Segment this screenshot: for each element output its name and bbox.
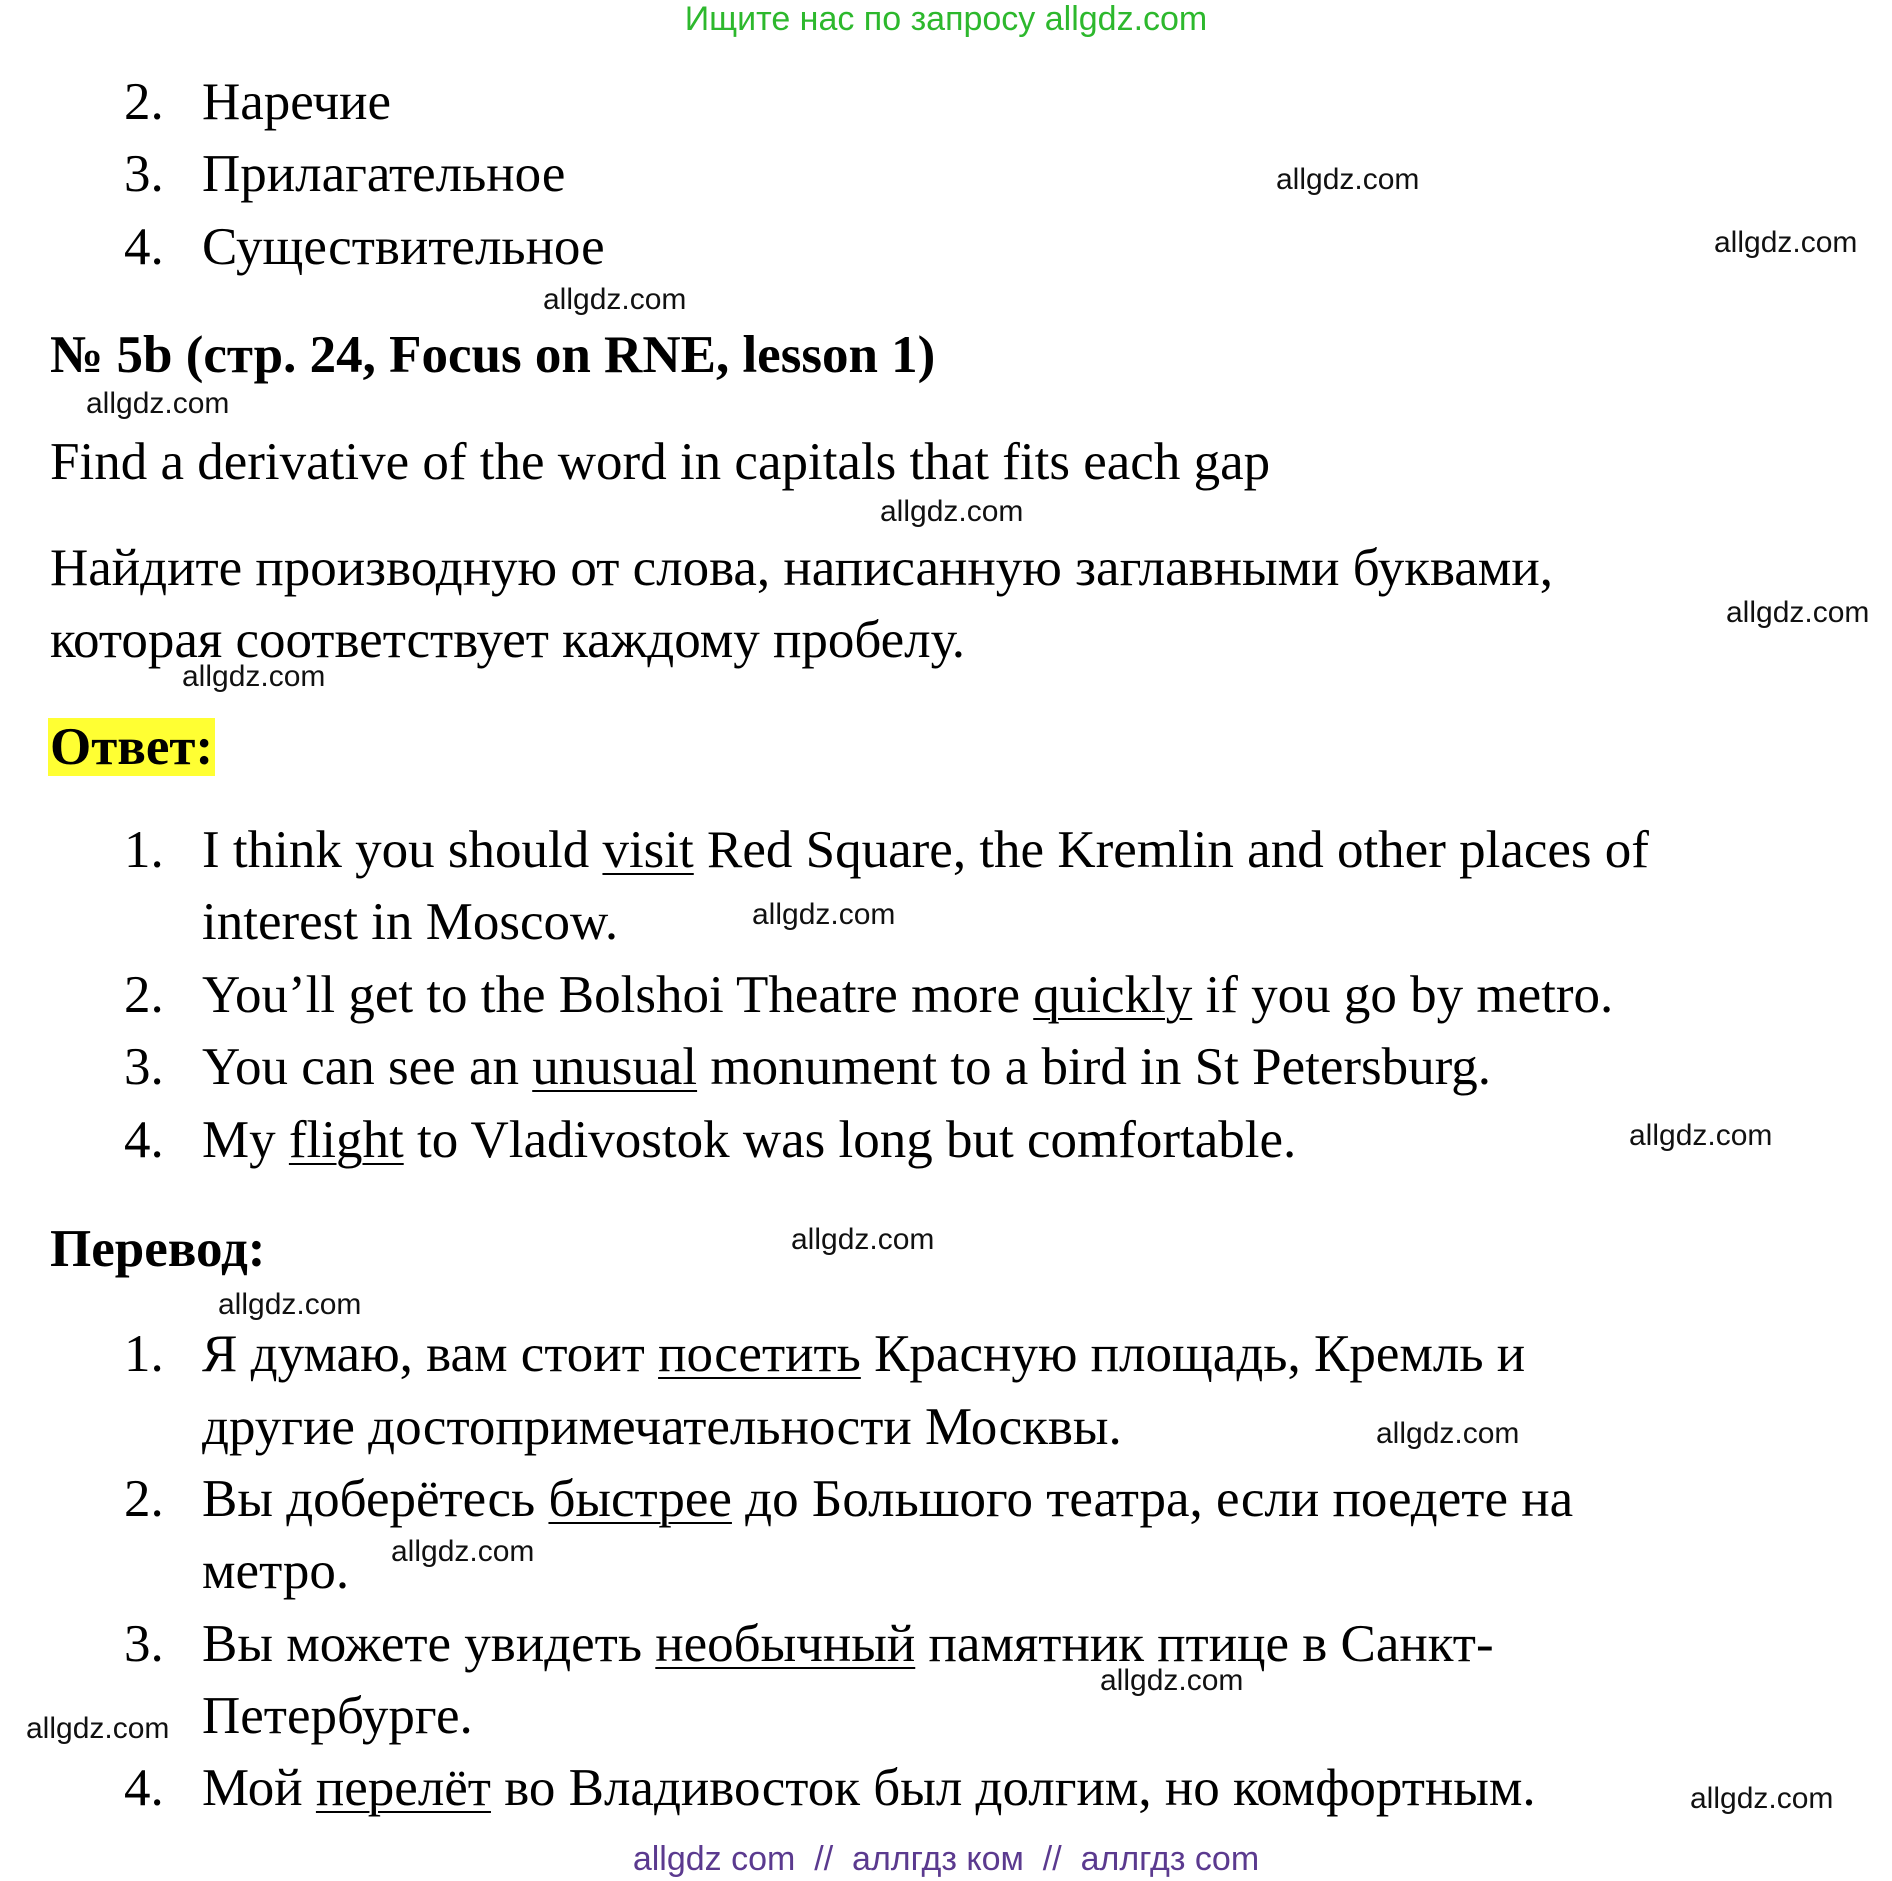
list-item: 3. Прилагательное: [124, 145, 566, 203]
translation-word: необычный: [655, 1615, 916, 1673]
translation-item: 4. Мой перелёт во Владивосток был долгим, но комфортным.: [124, 1759, 1536, 1817]
answer-item: 2. You’ll get to the Bolshoi Theatre more quickly if you go by metro.: [124, 966, 1614, 1024]
translation-word: перелёт: [315, 1759, 491, 1817]
answer-item: 4. My flight to Vladivostok was long but comfortable.: [124, 1111, 1297, 1169]
translation-item: 1. Я думаю, вам стоит посетить Красную площадь, Кремль и: [124, 1325, 1526, 1383]
watermark: allgdz.com: [182, 660, 326, 693]
watermark: allgdz.com: [1276, 163, 1420, 196]
answer-item: 3. You can see an unusual monument to a bird in St Petersburg.: [124, 1038, 1492, 1096]
answer-word: flight: [288, 1111, 404, 1169]
list-item: 2. Наречие: [124, 73, 392, 131]
watermark: allgdz.com: [791, 1223, 935, 1256]
answer-item-continuation: interest in Moscow.: [202, 893, 619, 951]
task-title: № 5b (стр. 24, Focus on RNE, lesson 1): [50, 326, 936, 384]
translation-label: Перевод:: [50, 1220, 266, 1278]
watermark: allgdz.com: [543, 283, 687, 316]
watermark: allgdz.com: [391, 1535, 535, 1568]
instruction-ru-line-2: которая соответствует каждому пробелу.: [50, 611, 966, 669]
answer-word: visit: [602, 821, 694, 879]
translation-item-continuation: Петербурге.: [202, 1687, 473, 1745]
watermark: allgdz.com: [218, 1288, 362, 1321]
translation-word: быстрее: [548, 1470, 732, 1528]
answer-item: 1. I think you should visit Red Square, the Kremlin and other places of: [124, 821, 1649, 879]
list-item: 4. Существительное: [124, 218, 605, 276]
instruction-en: Find a derivative of the word in capitals that fits each gap: [50, 433, 1271, 491]
translation-item: 3. Вы можете увидеть необычный памятник птице в Санкт-: [124, 1615, 1494, 1673]
watermark: allgdz.com: [1376, 1417, 1520, 1450]
header-search-text: Ищите нас по запросу allgdz.com: [684, 0, 1208, 38]
instruction-ru-line-1: Найдите производную от слова, написанную заглавными буквами,: [50, 539, 1553, 597]
watermark: allgdz.com: [880, 495, 1024, 528]
watermark: allgdz.com: [1100, 1664, 1244, 1697]
footer-watermark: allgdz com // аллгдз ком // аллгдз com: [632, 1840, 1260, 1878]
watermark: allgdz.com: [26, 1712, 170, 1745]
watermark: allgdz.com: [752, 898, 896, 931]
translation-word: посетить: [658, 1325, 861, 1383]
watermark: allgdz.com: [1726, 596, 1870, 629]
translation-item-continuation: другие достопримечательности Москвы.: [202, 1398, 1122, 1456]
watermark: allgdz.com: [1714, 226, 1858, 259]
answer-label: Ответ:: [50, 718, 214, 776]
watermark: allgdz.com: [1629, 1119, 1773, 1152]
answer-word: quickly: [1033, 966, 1193, 1024]
watermark: allgdz.com: [86, 387, 230, 420]
translation-item-continuation: метро.: [202, 1542, 350, 1600]
watermark: allgdz.com: [1690, 1782, 1834, 1815]
answer-word: unusual: [532, 1038, 698, 1096]
translation-item: 2. Вы доберётесь быстрее до Большого театра, если поедете на: [124, 1470, 1574, 1528]
